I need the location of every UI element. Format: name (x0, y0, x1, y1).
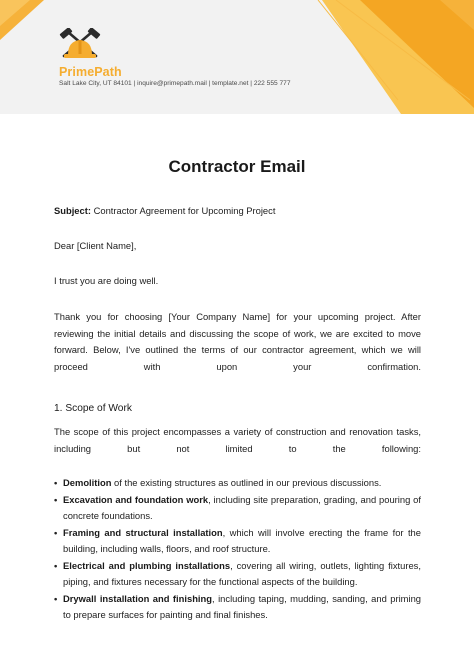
list-item-bold: Drywall installation and finishing (63, 592, 212, 604)
bullet-icon: • (54, 477, 58, 488)
list-item-text: , including site preparation, grading, and pouring of concrete foundations. (63, 493, 421, 521)
list-item (54, 525, 421, 558)
list-item (54, 475, 421, 492)
list-item-text: , which will involve erecting the frame for the building, including walls, floors, and roof structure. (63, 526, 421, 554)
scope-list (54, 475, 421, 624)
subject-text: Contractor Agreement for Upcoming Project (90, 205, 276, 216)
page-title: Contractor Email (168, 157, 306, 176)
bullet-icon: • (54, 526, 58, 538)
bullet-icon: • (54, 592, 58, 604)
intro-paragraph: Thank you for choosing [Your Company Name] for your upcoming project. After reviewing the initial details and discussing the scope of work, we are excited to move forward. Below, I've outlined the terms of our contractor agreement, which we will proceed with upon your confirmation. (54, 311, 421, 372)
subject-label: Subject: (54, 205, 91, 216)
brand-name: PrimePath (59, 65, 122, 79)
list-item-text: of the existing structures as outlined in our previous discussions. (111, 477, 382, 488)
opening-line: I trust you are doing well. (54, 275, 159, 286)
letterhead (0, 0, 474, 114)
list-item (54, 558, 421, 591)
list-item (54, 591, 421, 624)
list-item-bold: Electrical and plumbing installations (63, 559, 231, 571)
subject-line (54, 203, 421, 220)
list-item (54, 492, 421, 525)
list-item-text: , covering all wiring, outlets, lighting fixtures, piping, and fixtures necessary for the functional aspects of the building. (63, 559, 421, 587)
section-heading: 1. Scope of Work (54, 403, 132, 414)
contact-line: Salt Lake City, UT 84101 | inquire@primepath.mail | template.net | 222 555 777 (59, 80, 291, 87)
list-item-bold: Excavation and foundation work (63, 493, 209, 505)
bullet-icon: • (54, 559, 58, 571)
greeting: Dear [Client Name], (54, 240, 137, 251)
list-item-bold: Framing and structural installation (63, 526, 223, 538)
scope-intro-paragraph: The scope of this project encompasses a variety of construction and renovation tasks, including but not limited to the following: (54, 426, 421, 454)
hard-hat-with-crossed-hammers-icon (58, 28, 102, 64)
list-item-bold: Demolition (63, 477, 112, 488)
list-item-text: , including taping, mudding, sanding, and priming to prepare surfaces for painting and final finishes. (63, 592, 422, 620)
bullet-icon: • (54, 493, 58, 505)
